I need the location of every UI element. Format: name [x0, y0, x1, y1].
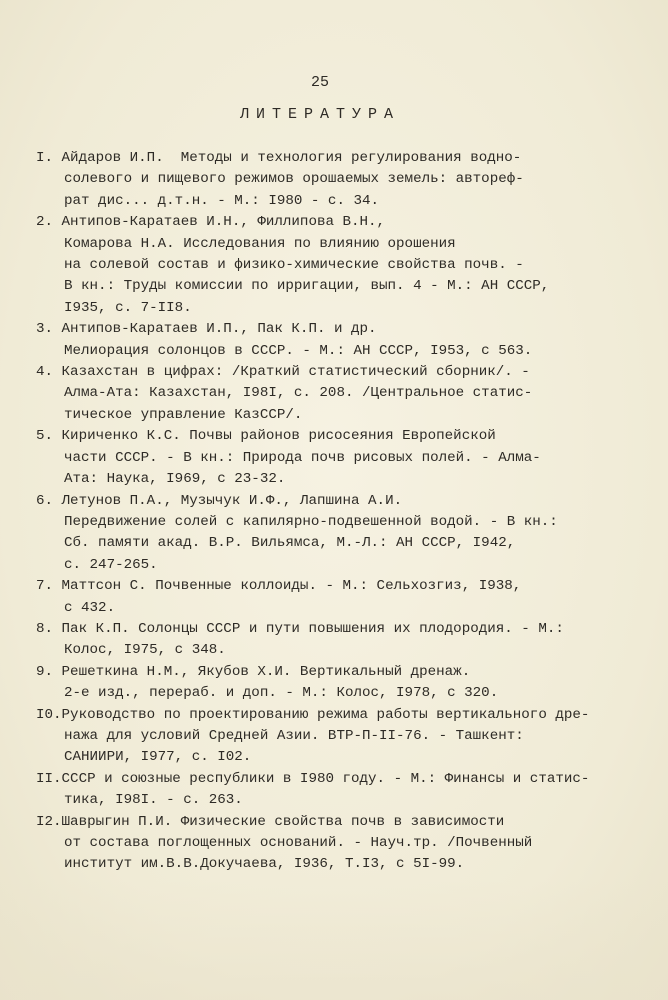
reference-line: 3. Антипов-Каратаев И.П., Пак К.П. и др. — [36, 321, 377, 338]
reference-item — [36, 619, 636, 662]
reference-line: Ата: Наука, I969, с 23-32. — [64, 471, 286, 488]
reference-line: институт им.В.В.Докучаева, I936, Т.I3, с 5I-99. — [64, 856, 465, 873]
reference-item — [36, 705, 636, 769]
reference-line: Комарова Н.А. Исследования по влиянию орошения — [64, 235, 456, 252]
reference-item — [36, 148, 636, 212]
reference-line: части СССР. - В кн.: Природа почв рисовых полей. - Алма- — [64, 449, 541, 466]
reference-item — [36, 576, 636, 619]
reference-line: I0.Руководство по проектированию режима работы вертикального дре- — [36, 706, 590, 723]
reference-line: рат дис... д.т.н. - М.: I980 - с. 34. — [64, 192, 380, 209]
reference-line: нажа для условий Средней Азии. ВТР-П-II-76. - Ташкент: — [64, 727, 524, 744]
reference-line: 2. Антипов-Каратаев И.Н., Филлипова В.Н., — [36, 214, 386, 231]
reference-item — [36, 769, 636, 812]
page-number: 25 — [310, 74, 329, 91]
reference-line: 5. Кириченко К.С. Почвы районов рисосеяния Европейской — [36, 428, 496, 445]
paper-shade — [0, 880, 668, 1000]
reference-line: В кн.: Труды комиссии по ирригации, вып. 4 - М.: АН СССР, — [64, 278, 550, 295]
reference-line: II.СССР и союзные республики в I980 году. - М.: Финансы и статис- — [36, 770, 590, 787]
reference-line: I935, с. 7-II8. — [64, 299, 192, 316]
reference-line: I2.Шаврыгин П.И. Физические свойства почв в зависимости — [36, 813, 505, 830]
reference-line: Передвижение солей с капилярно-подвешенной водой. - В кн.: — [64, 513, 558, 530]
reference-line: 7. Маттсон С. Почвенные коллоиды. - М.: Сельхозгиз, I938, — [36, 578, 522, 595]
reference-line: с 432. — [64, 599, 116, 616]
reference-item — [36, 362, 636, 426]
reference-line: тическое управление КазССР/. — [64, 406, 303, 423]
reference-line: I. Айдаров И.П. Методы и технология регулирования водно- — [36, 150, 522, 166]
reference-line: с. 247-265. — [64, 556, 158, 573]
reference-item — [36, 319, 636, 362]
reference-line: САНИИРИ, I977, с. I02. — [64, 749, 252, 766]
page-title: ЛИТЕРАТУРА — [239, 106, 400, 123]
reference-item — [36, 812, 636, 876]
reference-line: Мелиорация солонцов в СССР. - М.: АН СССР, I953, с 563. — [64, 342, 533, 359]
reference-item — [36, 662, 636, 705]
reference-list — [36, 148, 636, 876]
reference-line: Колос, I975, с 348. — [64, 642, 226, 659]
reference-line: 9. Решеткина Н.М., Якубов Х.И. Вертикальный дренаж. — [36, 663, 471, 680]
reference-line: солевого и пищевого режимов орошаемых земель: автореф- — [64, 171, 524, 188]
reference-line: Алма-Ата: Казахстан, I98I, с. 208. /Центральное статис- — [64, 385, 533, 402]
reference-item — [36, 426, 636, 490]
reference-line: Сб. памяти акад. В.Р. Вильямса, М.-Л.: АН СССР, I942, — [64, 535, 516, 552]
reference-line: тика, I98I. - с. 263. — [64, 792, 243, 809]
reference-line: 8. Пак К.П. Солонцы СССР и пути повышения их плодородия. - М.: — [36, 620, 564, 637]
reference-line: 2-е изд., перераб. и доп. - М.: Колос, I978, с 320. — [64, 685, 499, 702]
reference-item — [36, 212, 636, 319]
reference-line: 6. Летунов П.А., Музычук И.Ф., Лапшина А.И. — [36, 492, 403, 509]
reference-line: на солевой состав и физико-химические свойства почв. - — [64, 257, 524, 274]
reference-line: 4. Казахстан в цифрах: /Краткий статистический сборник/. - — [36, 364, 530, 381]
reference-line: от состава поглощенных оснований. - Науч.тр. /Почвенный — [64, 835, 533, 851]
reference-item — [36, 491, 636, 577]
